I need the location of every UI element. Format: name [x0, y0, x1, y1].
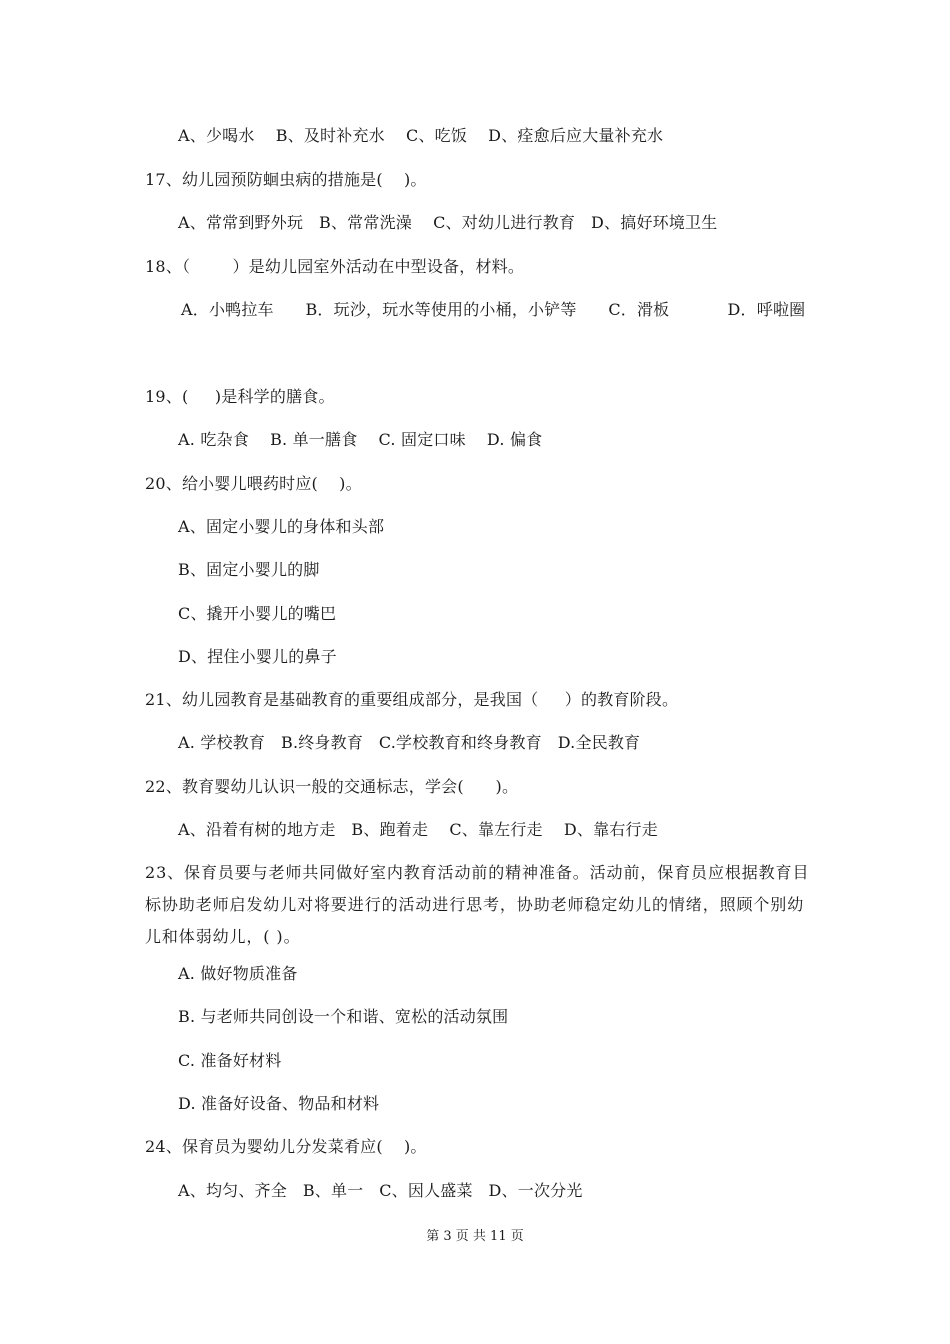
q23-option-c: C. 准备好材料: [178, 1051, 282, 1070]
q17-options: A、常常到野外玩 B、常常洗澡 C、对幼儿进行教育 D、搞好环境卫生: [178, 213, 718, 232]
q20-stem: 20、给小婴儿喂药时应( )。: [145, 474, 362, 493]
q17-stem: 17、幼儿园预防蛔虫病的措施是( )。: [145, 170, 427, 189]
q20-option-b: B、固定小婴儿的脚: [178, 560, 320, 579]
q21-options: A. 学校教育 B.终身教育 C.学校教育和终身教育 D.全民教育: [178, 733, 641, 752]
q19-options: A. 吃杂食 B. 单一膳食 C. 固定口味 D. 偏食: [178, 430, 543, 449]
q20-option-c: C、撬开小婴儿的嘴巴: [178, 604, 337, 623]
q18-stem: 18、（ ）是幼儿园室外活动在中型设备，材料。: [145, 257, 525, 276]
q23-option-b: B. 与老师共同创设一个和谐、宽松的活动氛围: [178, 1007, 509, 1026]
q22-stem: 22、教育婴幼儿认识一般的交通标志，学会( )。: [145, 777, 519, 796]
q18-options: A．小鸭拉车 B．玩沙，玩水等使用的小桶，小铲等 C．滑板 D．呼啦圈: [181, 300, 806, 319]
q24-stem: 24、保育员为婴幼儿分发菜肴应( )。: [145, 1137, 427, 1156]
q21-stem: 21、幼儿园教育是基础教育的重要组成部分，是我国（ ）的教育阶段。: [145, 690, 679, 709]
q19-stem: 19、( )是科学的膳食。: [145, 387, 335, 406]
q16-options: A、少喝水 B、及时补充水 C、吃饭 D、痊愈后应大量补充水: [178, 126, 664, 145]
q20-option-a: A、固定小婴儿的身体和头部: [178, 517, 385, 536]
q20-option-d: D、捏住小婴儿的鼻子: [178, 647, 337, 666]
q22-options: A、沿着有树的地方走 B、跑着走 C、靠左行走 D、靠右行走: [178, 820, 658, 839]
q23-option-a: A. 做好物质准备: [178, 964, 298, 983]
q24-options: A、均匀、齐全 B、单一 C、因人盛菜 D、一次分光: [178, 1181, 583, 1200]
page-number: 第 3 页 共 11 页: [426, 1229, 524, 1244]
q23-option-d: D. 准备好设备、物品和材料: [178, 1094, 380, 1113]
q23-stem: 23、保育员要与老师共同做好室内教育活动前的精神准备。活动前，保育员应根据教育目标协助老师启发幼儿对将要进行的活动进行思考，协助老师稳定幼儿的情绪，照顾个别幼儿和体弱幼儿，( )。: [145, 863, 810, 946]
